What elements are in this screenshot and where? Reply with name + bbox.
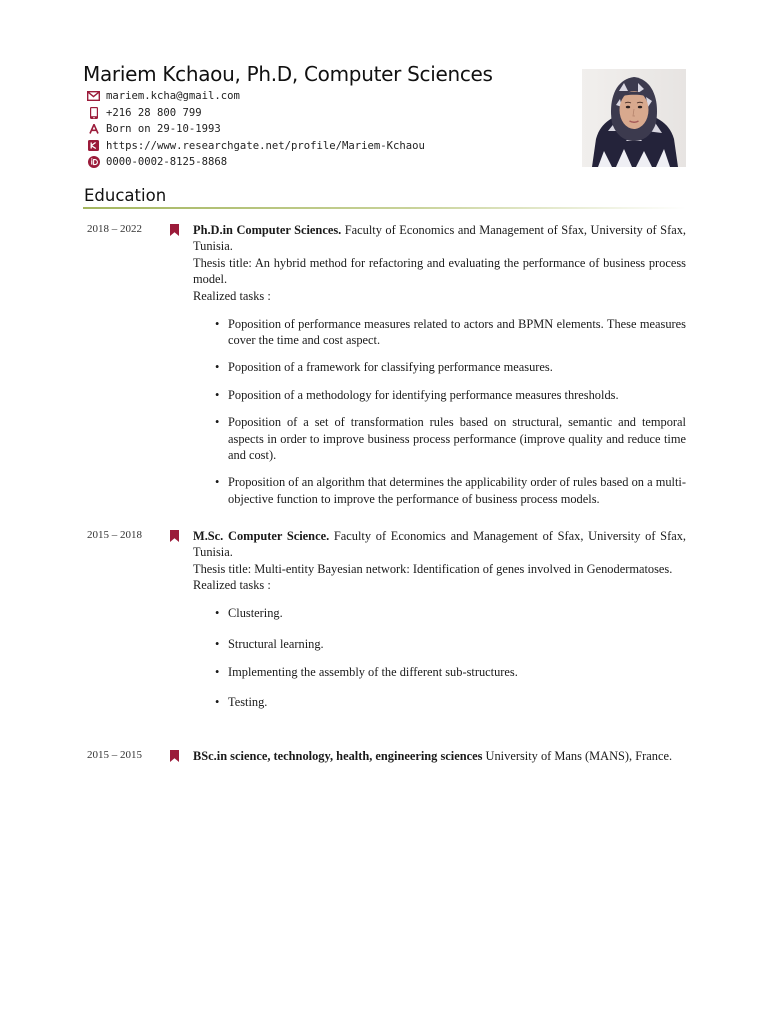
- entry-tasks-label: Realized tasks :: [193, 578, 271, 593]
- entry-date: 2015 – 2015: [87, 749, 142, 761]
- entry-thesis: Thesis title: Multi-entity Bayesian network: Identification of genes involved in Genodermatoses.: [193, 561, 673, 576]
- bookmark-icon: [170, 530, 179, 542]
- entry-thesis: Thesis title: An hybrid method for refactoring and evaluating the performance of business process model.: [193, 255, 686, 287]
- entry-body: [193, 222, 686, 507]
- entry-institution: University of Mans (MANS), France.: [482, 749, 673, 763]
- entry-heading: [193, 528, 686, 561]
- contact-phone-text: +216 28 800 799: [106, 106, 202, 119]
- contact-orcid-text: 0000-0002-8125-8868: [106, 156, 228, 169]
- task-text: Poposition of performance measures related to actors and BPMN elements. These measures cover the time and cost aspect.: [228, 316, 686, 347]
- task-text: Poposition of a methodology for identifying performance measures thresholds.: [228, 387, 619, 402]
- task-item: • Poposition of a methodology for identifying performance measures thresholds.: [215, 387, 619, 402]
- section-title-education: Education: [84, 186, 167, 205]
- contact-email-text: mariem.kcha@gmail.com: [106, 90, 240, 103]
- entry-institution: Faculty of Economics and Management of Sfax, University of Sfax, Tunisia.: [193, 223, 686, 254]
- task-item: • Proposition of an algorithm that determines the applicability order of rules based on a multi-objective function to improve the performance of business process models.: [215, 475, 686, 506]
- task-text: Structural learning.: [228, 637, 324, 652]
- contact-phone[interactable]: [87, 105, 425, 122]
- contact-orcid[interactable]: [87, 154, 425, 171]
- task-list: [193, 605, 686, 711]
- contact-researchgate[interactable]: [87, 138, 425, 155]
- task-item: • Testing.: [215, 695, 268, 710]
- entry-heading: [193, 748, 686, 764]
- task-text: Poposition of a set of transformation rules based on structural, semantic and temporal aspects in order to improve business process performance (improve quality and reduce time and cost).: [228, 415, 686, 462]
- entry-date: 2018 – 2022: [87, 223, 142, 235]
- task-item: • Clustering.: [215, 606, 283, 621]
- entry-date: 2015 – 2018: [87, 529, 142, 541]
- entry-tasks-label: Realized tasks :: [193, 288, 271, 303]
- researchgate-icon: [87, 140, 100, 152]
- task-text: Testing.: [228, 695, 268, 710]
- bookmark-icon: [170, 750, 179, 762]
- entry-degree: M.Sc. Computer Science.: [193, 529, 330, 543]
- birth-icon: [87, 123, 100, 135]
- entry-degree: Ph.D.in Computer Sciences.: [193, 223, 342, 237]
- entry-degree: BSc.in science, technology, health, engineering sciences: [193, 749, 483, 763]
- envelope-icon: [87, 90, 100, 102]
- task-item: • Poposition of performance measures related to actors and BPMN elements. These measures cover the time and cost aspect.: [215, 316, 686, 347]
- task-list: [193, 316, 686, 508]
- contact-birth-text: Born on 29-10-1993: [106, 123, 221, 136]
- task-text: Clustering.: [228, 606, 283, 621]
- task-text: Poposition of a framework for classifying performance measures.: [228, 360, 553, 375]
- entry-body: [193, 528, 686, 711]
- entry-institution: Faculty of Economics and Management of Sfax, University of Sfax, Tunisia.: [193, 529, 686, 560]
- entry-body: [193, 748, 686, 764]
- task-item: • Poposition of a set of transformation rules based on structural, semantic and temporal aspects in order to improve business process performance (improve quality and reduce time and cost).: [215, 415, 686, 462]
- entry-heading: [193, 222, 686, 255]
- task-text: Proposition of an algorithm that determines the applicability order of rules based on a multi-objective function to improve the performance of business process models.: [228, 475, 686, 506]
- mobile-phone-icon: [87, 107, 100, 119]
- task-item: • Poposition of a framework for classifying performance measures.: [215, 360, 553, 375]
- section-divider: [83, 207, 686, 209]
- profile-photo: [582, 69, 686, 167]
- contact-email[interactable]: [87, 88, 425, 105]
- task-item: • Structural learning.: [215, 637, 324, 652]
- task-text: Implementing the assembly of the different sub-structures.: [228, 664, 518, 679]
- contact-birth: [87, 121, 425, 138]
- orcid-icon: [87, 156, 100, 168]
- task-item: • Implementing the assembly of the different sub-structures.: [215, 664, 518, 679]
- bookmark-icon: [170, 224, 179, 236]
- cv-name-title: Mariem Kchaou, Ph.D, Computer Sciences: [83, 62, 493, 86]
- contact-researchgate-text: https://www.researchgate.net/profile/Mariem-Kchaou: [106, 139, 425, 152]
- contact-list: [87, 88, 425, 171]
